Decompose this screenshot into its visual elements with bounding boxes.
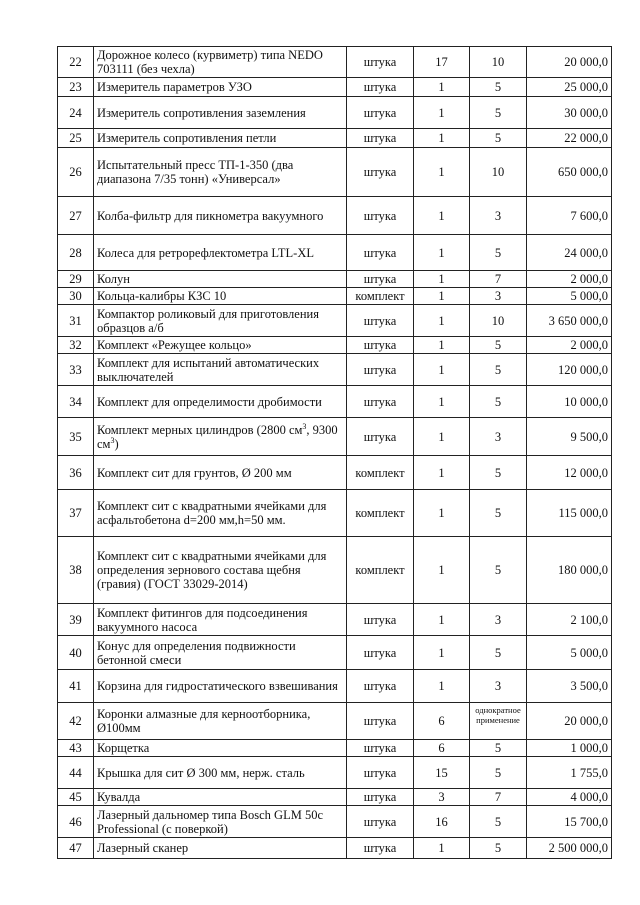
price: 1 000,0 [527, 740, 612, 757]
unit-of-measure: комплект [347, 537, 414, 604]
table-row [58, 757, 612, 789]
row-number: 45 [58, 789, 94, 806]
price: 30 000,0 [527, 97, 612, 129]
row-number: 25 [58, 129, 94, 148]
row-number: 36 [58, 456, 94, 490]
unit-of-measure: штука [347, 97, 414, 129]
table-row [58, 235, 612, 271]
item-name: Испытательный пресс ТП-1-350 (два диапазона 7/35 тонн) «Универсал» [94, 148, 347, 197]
price: 9 500,0 [527, 418, 612, 456]
item-name: Колеса для ретрорефлектометра LTL-XL [94, 235, 347, 271]
service-life: 5 [470, 337, 527, 354]
row-number: 39 [58, 604, 94, 636]
table-row [58, 47, 612, 78]
unit-of-measure: штука [347, 670, 414, 703]
quantity: 1 [414, 490, 470, 537]
superscript: 3 [110, 435, 115, 445]
quantity: 1 [414, 78, 470, 97]
item-name: Дорожное колесо (курвиметр) типа NEDO 703111 (без чехла) [94, 47, 347, 78]
service-life: 5 [470, 386, 527, 418]
item-name: Коронки алмазные для керноотборника, Ø100мм [94, 703, 347, 740]
unit-of-measure: комплект [347, 288, 414, 305]
inventory-table [57, 46, 612, 859]
service-life: 10 [470, 47, 527, 78]
service-life: 5 [470, 806, 527, 838]
quantity: 1 [414, 670, 470, 703]
service-life: 5 [470, 456, 527, 490]
table-row [58, 288, 612, 305]
quantity: 17 [414, 47, 470, 78]
item-name: Компактор роликовый для приготовления образцов а/б [94, 305, 347, 337]
unit-of-measure: штука [347, 337, 414, 354]
price: 2 000,0 [527, 271, 612, 288]
row-number: 32 [58, 337, 94, 354]
unit-of-measure: штука [347, 271, 414, 288]
quantity: 6 [414, 703, 470, 740]
service-life: 3 [470, 288, 527, 305]
row-number: 23 [58, 78, 94, 97]
service-life: 5 [470, 78, 527, 97]
item-name: Корзина для гидростатического взвешивания [94, 670, 347, 703]
table-row [58, 271, 612, 288]
service-life: 5 [470, 129, 527, 148]
service-life: 5 [470, 97, 527, 129]
price: 5 000,0 [527, 288, 612, 305]
row-number: 47 [58, 838, 94, 859]
row-number: 33 [58, 354, 94, 386]
inventory-table-body [58, 47, 612, 859]
row-number: 26 [58, 148, 94, 197]
item-name: Комплект сит с квадратными ячейками для определения зернового состава щебня (гравия) (ГОСТ 33029-2014) [94, 537, 347, 604]
unit-of-measure: штука [347, 235, 414, 271]
price: 115 000,0 [527, 490, 612, 537]
table-row [58, 604, 612, 636]
item-name: Крышка для сит Ø 300 мм, нерж. сталь [94, 757, 347, 789]
unit-of-measure: штука [347, 806, 414, 838]
quantity: 6 [414, 740, 470, 757]
item-name: Комплект для испытаний автоматических выключателей [94, 354, 347, 386]
price: 120 000,0 [527, 354, 612, 386]
unit-of-measure: штука [347, 148, 414, 197]
table-row [58, 305, 612, 337]
quantity: 1 [414, 288, 470, 305]
table-row [58, 386, 612, 418]
price: 2 500 000,0 [527, 838, 612, 859]
item-name-part: Комплект мерных цилиндров (2800 см [97, 422, 303, 437]
unit-of-measure: штука [347, 604, 414, 636]
service-life: 5 [470, 636, 527, 670]
quantity: 1 [414, 456, 470, 490]
item-name-part: , 9300 см [97, 422, 338, 451]
table-row [58, 636, 612, 670]
unit-of-measure: комплект [347, 456, 414, 490]
row-number: 37 [58, 490, 94, 537]
item-name: Комплект сит для грунтов, Ø 200 мм [94, 456, 347, 490]
price: 15 700,0 [527, 806, 612, 838]
table-row [58, 337, 612, 354]
table-row [58, 197, 612, 235]
quantity: 1 [414, 386, 470, 418]
service-life: 5 [470, 537, 527, 604]
quantity: 1 [414, 235, 470, 271]
item-name [94, 418, 347, 456]
table-row [58, 838, 612, 859]
unit-of-measure: штука [347, 789, 414, 806]
row-number: 28 [58, 235, 94, 271]
item-name: Лазерный сканер [94, 838, 347, 859]
item-name: Измеритель сопротивления заземления [94, 97, 347, 129]
table-row [58, 129, 612, 148]
unit-of-measure: штука [347, 129, 414, 148]
unit-of-measure: штука [347, 47, 414, 78]
service-life: 3 [470, 197, 527, 235]
unit-of-measure: штука [347, 740, 414, 757]
service-life: 3 [470, 670, 527, 703]
item-name: Измеритель сопротивления петли [94, 129, 347, 148]
item-name: Комплект сит с квадратными ячейками для асфальтобетона d=200 мм,h=50 мм. [94, 490, 347, 537]
item-name: Комплект для определимости дробимости [94, 386, 347, 418]
unit-of-measure: штука [347, 636, 414, 670]
price: 22 000,0 [527, 129, 612, 148]
price: 180 000,0 [527, 537, 612, 604]
quantity: 1 [414, 636, 470, 670]
unit-of-measure: штука [347, 197, 414, 235]
price: 25 000,0 [527, 78, 612, 97]
price: 1 755,0 [527, 757, 612, 789]
table-row [58, 78, 612, 97]
row-number: 46 [58, 806, 94, 838]
service-life: 7 [470, 789, 527, 806]
quantity: 1 [414, 271, 470, 288]
price: 12 000,0 [527, 456, 612, 490]
unit-of-measure: штука [347, 354, 414, 386]
item-name: Кувалда [94, 789, 347, 806]
price: 650 000,0 [527, 148, 612, 197]
quantity: 1 [414, 305, 470, 337]
item-name: Комплект «Режущее кольцо» [94, 337, 347, 354]
service-life: 3 [470, 418, 527, 456]
unit-of-measure: штука [347, 838, 414, 859]
item-name: Лазерный дальномер типа Bosch GLM 50c Professional (с поверкой) [94, 806, 347, 838]
row-number: 29 [58, 271, 94, 288]
quantity: 1 [414, 838, 470, 859]
item-name-part: ) [114, 436, 119, 451]
service-life: 5 [470, 490, 527, 537]
price: 4 000,0 [527, 789, 612, 806]
table-row [58, 806, 612, 838]
row-number: 35 [58, 418, 94, 456]
table-row [58, 789, 612, 806]
item-name: Кольца-калибры КЗС 10 [94, 288, 347, 305]
row-number: 31 [58, 305, 94, 337]
table-row [58, 740, 612, 757]
quantity: 3 [414, 789, 470, 806]
row-number: 22 [58, 47, 94, 78]
price: 20 000,0 [527, 47, 612, 78]
service-life: 3 [470, 604, 527, 636]
row-number: 40 [58, 636, 94, 670]
unit-of-measure: комплект [347, 490, 414, 537]
quantity: 1 [414, 537, 470, 604]
service-life: 10 [470, 305, 527, 337]
table-row [58, 456, 612, 490]
service-life: 5 [470, 838, 527, 859]
row-number: 38 [58, 537, 94, 604]
quantity: 1 [414, 418, 470, 456]
service-life: 5 [470, 757, 527, 789]
table-row [58, 148, 612, 197]
row-number: 42 [58, 703, 94, 740]
price: 24 000,0 [527, 235, 612, 271]
price: 2 100,0 [527, 604, 612, 636]
price: 10 000,0 [527, 386, 612, 418]
price: 7 600,0 [527, 197, 612, 235]
price: 3 500,0 [527, 670, 612, 703]
service-life: 5 [470, 235, 527, 271]
item-name: Комплект фитингов для подсоединения вакуумного насоса [94, 604, 347, 636]
row-number: 44 [58, 757, 94, 789]
service-life: 10 [470, 148, 527, 197]
unit-of-measure: штука [347, 703, 414, 740]
service-life: однократное применение [470, 703, 527, 740]
price: 5 000,0 [527, 636, 612, 670]
item-name: Колун [94, 271, 347, 288]
quantity: 1 [414, 604, 470, 636]
row-number: 27 [58, 197, 94, 235]
price: 20 000,0 [527, 703, 612, 740]
table-row [58, 490, 612, 537]
quantity: 15 [414, 757, 470, 789]
service-life: 5 [470, 354, 527, 386]
table-row [58, 97, 612, 129]
quantity: 16 [414, 806, 470, 838]
service-life: 5 [470, 740, 527, 757]
table-row [58, 670, 612, 703]
row-number: 43 [58, 740, 94, 757]
item-name: Измеритель параметров УЗО [94, 78, 347, 97]
row-number: 34 [58, 386, 94, 418]
row-number: 30 [58, 288, 94, 305]
quantity: 1 [414, 197, 470, 235]
quantity: 1 [414, 148, 470, 197]
unit-of-measure: штука [347, 305, 414, 337]
quantity: 1 [414, 337, 470, 354]
row-number: 24 [58, 97, 94, 129]
quantity: 1 [414, 354, 470, 386]
unit-of-measure: штука [347, 757, 414, 789]
superscript: 3 [302, 421, 307, 431]
item-name: Конус для определения подвижности бетонной смеси [94, 636, 347, 670]
table-row [58, 537, 612, 604]
unit-of-measure: штука [347, 418, 414, 456]
item-name: Колба-фильтр для пикнометра вакуумного [94, 197, 347, 235]
price: 2 000,0 [527, 337, 612, 354]
price: 3 650 000,0 [527, 305, 612, 337]
table-row [58, 354, 612, 386]
unit-of-measure: штука [347, 78, 414, 97]
service-life: 7 [470, 271, 527, 288]
table-row [58, 703, 612, 740]
quantity: 1 [414, 97, 470, 129]
row-number: 41 [58, 670, 94, 703]
unit-of-measure: штука [347, 386, 414, 418]
table-row [58, 418, 612, 456]
item-name: Корщетка [94, 740, 347, 757]
quantity: 1 [414, 129, 470, 148]
